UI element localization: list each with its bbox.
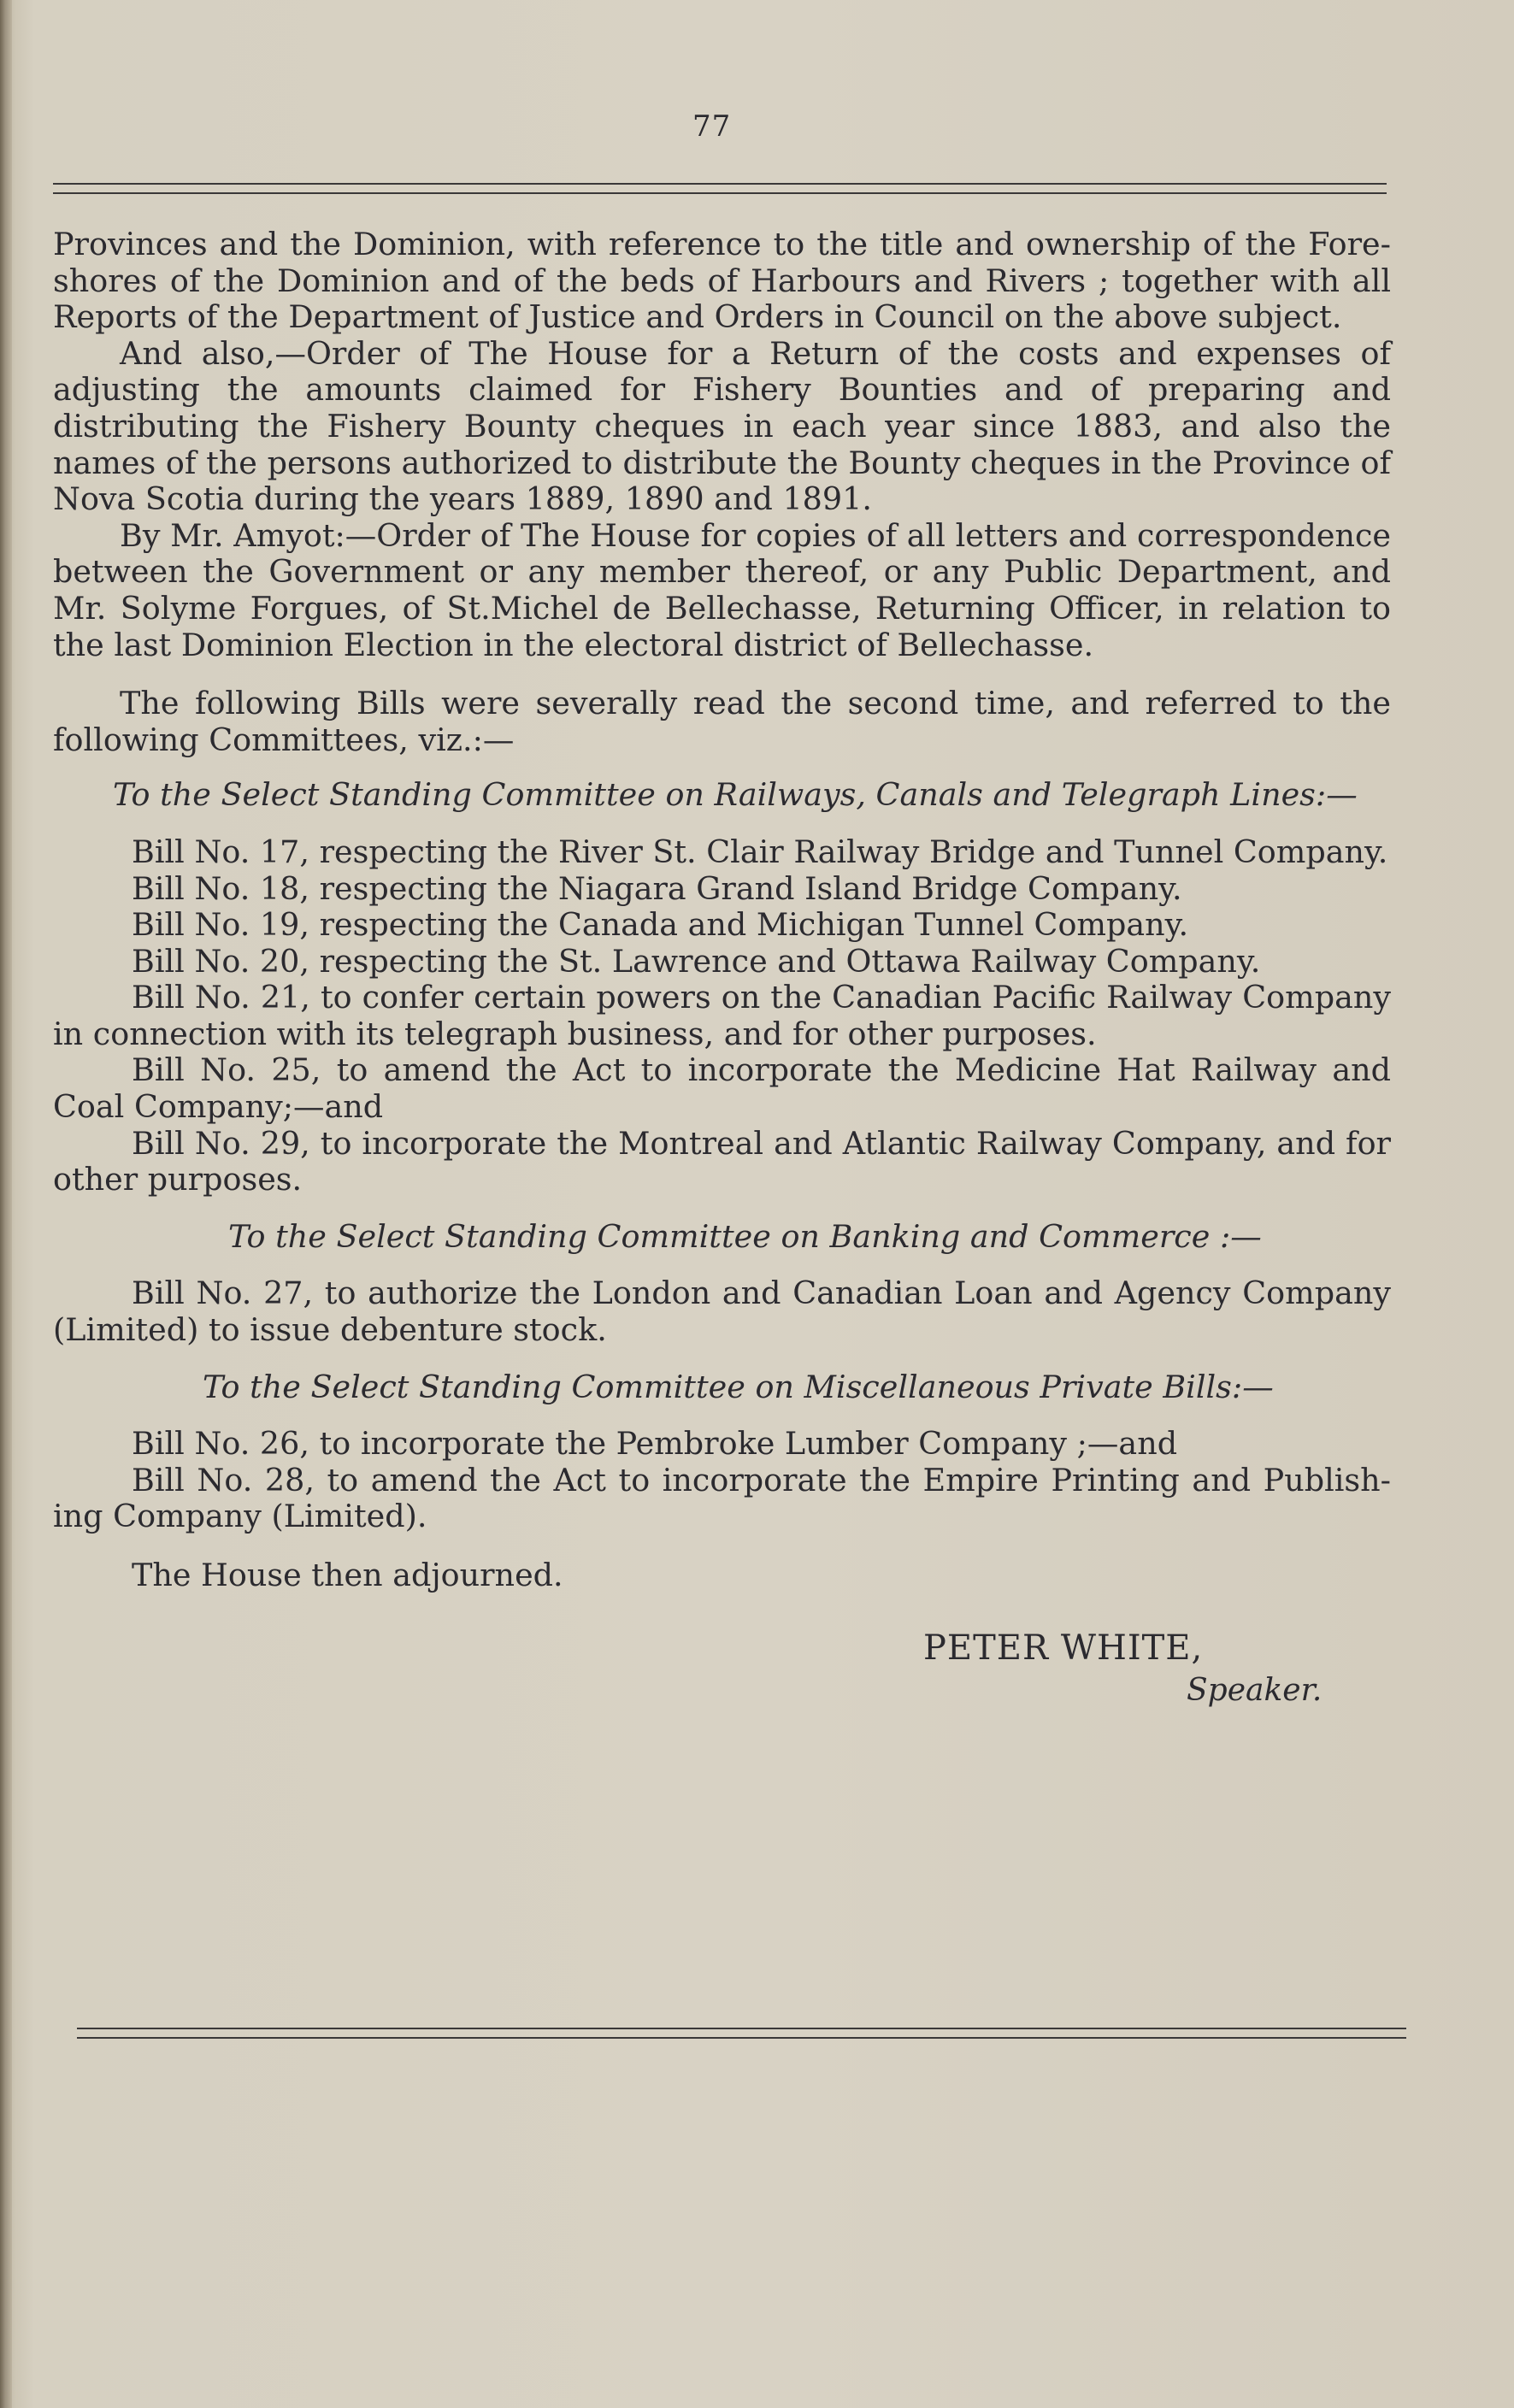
- bill-item: Bill No. 26, to incorporate the Pembroke Lumber Company ;—and: [132, 1425, 1178, 1463]
- bill-item: Bill No. 27, to authorize the London and Canadian Loan and Agency Company (Limited) to issue debenture stock.: [53, 1275, 1391, 1349]
- heading-banking-committee: To the Select Standing Committee on Banking and Commerce :—: [228, 1217, 1262, 1255]
- bill-item: Bill No. 21, to confer certain powers on the Canadian Pacific Railway Company in connection with its telegraph business, and for other purposes.: [53, 979, 1391, 1052]
- paragraph-bills-read: The following Bills were severally read the second time, and referred to the following Committees, viz.:—: [53, 685, 1391, 758]
- paragraph-amyot-order: By Mr. Amyot:—Order of The House for copies of all letters and correspondence between the Government or any member thereof, or any Public Department, and Mr. Solyme Forgues, of St.Michel de Bellechasse, Returning Officer, in relation to the last Dominion Election in the electoral district of Bellechasse.: [53, 516, 1391, 663]
- paragraph-foreshores: Provinces and the Dominion, with reference to the title and ownership of the Fore-shores of the Dominion and of the beds of Harbours and Rivers ; together with all Reports of the Department of Justice and Orders in Council on the above subject.: [53, 226, 1391, 336]
- heading-private-bills-committee: To the Select Standing Committee on Miscellaneous Private Bills:—: [203, 1368, 1274, 1405]
- signatory-name: PETER WHITE,: [923, 1628, 1204, 1668]
- bill-item: Bill No. 19, respecting the Canada and Michigan Tunnel Company.: [132, 906, 1189, 944]
- heading-railways-committee: To the Select Standing Committee on Railways, Canals and Telegraph Lines:—: [113, 776, 1358, 814]
- signatory-title: Speaker.: [1187, 1673, 1323, 1708]
- footer-double-rule: [77, 2028, 1406, 2039]
- bill-item: Bill No. 18, respecting the Niagara Grand Island Bridge Company.: [132, 869, 1182, 907]
- page-number: 77: [692, 109, 732, 144]
- header-double-rule: [53, 183, 1387, 194]
- document-body: [53, 227, 1391, 1594]
- closing-adjourned: The House then adjourned.: [132, 1557, 563, 1593]
- signature-block: [923, 1628, 1351, 1708]
- page-binding-edge: [0, 0, 12, 2408]
- paragraph-fishery-bounties: And also,—Order of The House for a Return of the costs and expenses of adjusting the amounts claimed for Fishery Bounties and of preparing and distributing the Fishery Bounty cheques in each year since 1883, and also the names of the persons authorized to distribute the Bounty cheques in the Province of Nova Scotia during the years 1889, 1890 and 1891.: [53, 334, 1391, 518]
- bill-item: Bill No. 17, respecting the River St. Clair Railway Bridge and Tunnel Company.: [132, 833, 1388, 870]
- bill-item: Bill No. 20, respecting the St. Lawrence and Ottawa Railway Company.: [132, 942, 1261, 980]
- bill-item: Bill No. 29, to incorporate the Montreal and Atlantic Railway Company, and for other purposes.: [53, 1124, 1391, 1198]
- bill-item: Bill No. 28, to amend the Act to incorporate the Empire Printing and Publish-ing Company (Limited).: [53, 1461, 1391, 1535]
- bill-item: Bill No. 25, to amend the Act to incorporate the Medicine Hat Railway and Coal Company;—and: [53, 1051, 1391, 1126]
